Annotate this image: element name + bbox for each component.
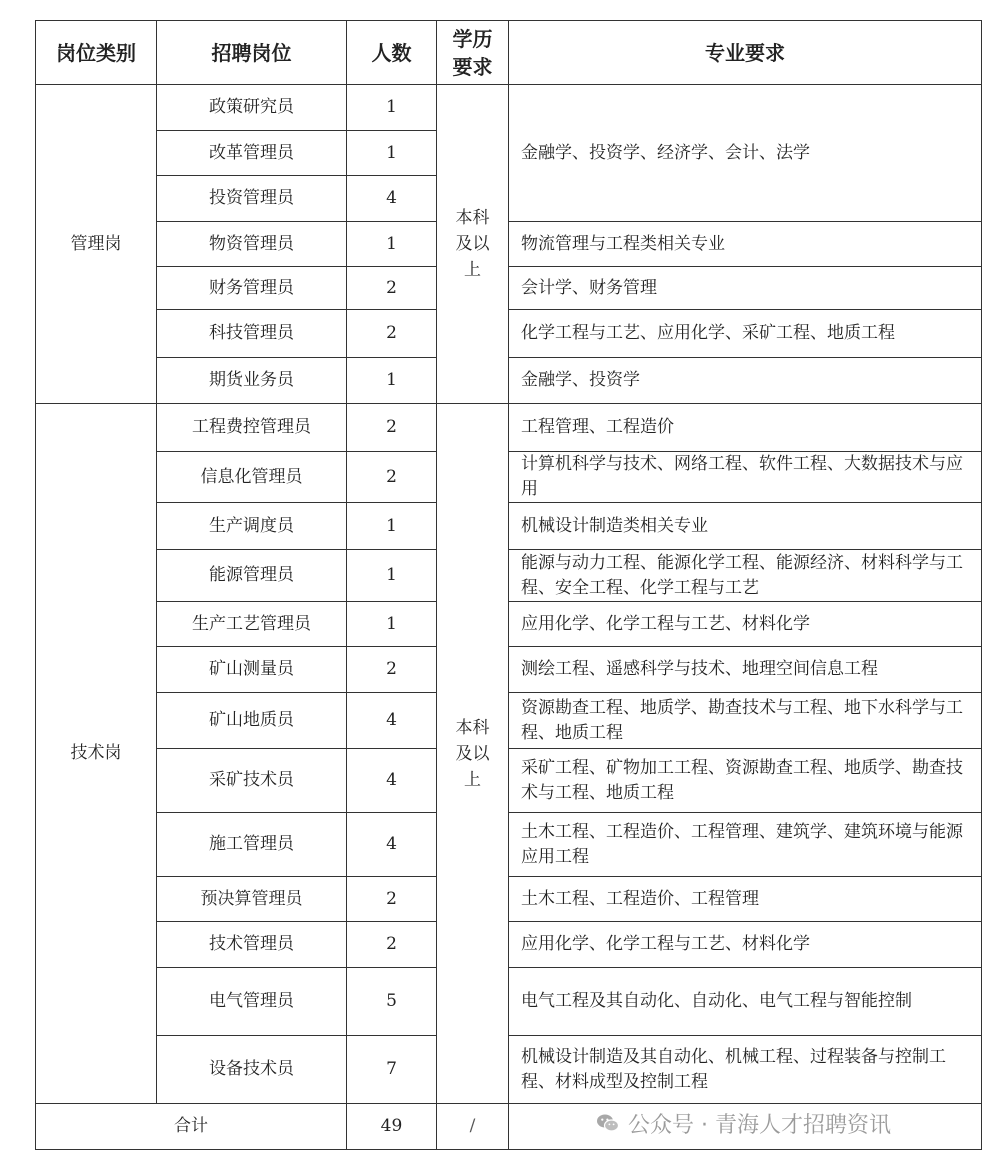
- position-cell: 财务管理员: [157, 267, 347, 310]
- count-cell: 4: [347, 749, 437, 813]
- position-cell: 科技管理员: [157, 310, 347, 358]
- position-cell: 生产调度员: [157, 503, 347, 550]
- table-row: [36, 404, 982, 452]
- count-cell: 1: [347, 602, 437, 647]
- count-cell: 1: [347, 222, 437, 267]
- watermark: [596, 1108, 891, 1138]
- count-cell: 2: [347, 404, 437, 452]
- count-cell: 7: [347, 1036, 437, 1104]
- position-cell: 预决算管理员: [157, 877, 347, 922]
- position-cell: 技术管理员: [157, 922, 347, 968]
- table-row: [36, 602, 982, 647]
- table-row: [36, 813, 982, 877]
- count-cell: 1: [347, 85, 437, 131]
- count-cell: 2: [347, 877, 437, 922]
- table-row: [36, 503, 982, 550]
- position-cell: 期货业务员: [157, 358, 347, 404]
- table-row: [36, 877, 982, 922]
- major-cell: 应用化学、化学工程与工艺、材料化学: [509, 922, 982, 968]
- major-cell: 采矿工程、矿物加工工程、资源勘查工程、地质学、勘查技术与工程、地质工程: [509, 749, 982, 813]
- position-cell: 矿山测量员: [157, 647, 347, 693]
- major-cell: 化学工程与工艺、应用化学、采矿工程、地质工程: [509, 310, 982, 358]
- count-cell: 2: [347, 310, 437, 358]
- count-cell: 1: [347, 358, 437, 404]
- position-cell: 采矿技术员: [157, 749, 347, 813]
- position-cell: 物资管理员: [157, 222, 347, 267]
- position-cell: 改革管理员: [157, 131, 347, 176]
- watermark-text: 公众号 · 青海人才招聘资讯: [628, 1112, 891, 1138]
- total-count: 49: [347, 1104, 437, 1150]
- table-row: [36, 358, 982, 404]
- count-cell: 5: [347, 968, 437, 1036]
- major-cell: 机械设计制造及其自动化、机械工程、过程装备与控制工程、材料成型及控制工程: [509, 1036, 982, 1104]
- table-row: [36, 647, 982, 693]
- position-cell: 信息化管理员: [157, 452, 347, 503]
- table-row: [36, 550, 982, 602]
- major-cell: 测绘工程、遥感科学与技术、地理空间信息工程: [509, 647, 982, 693]
- major-cell: 物流管理与工程类相关专业: [509, 222, 982, 267]
- count-cell: 4: [347, 813, 437, 877]
- recruitment-table: [35, 20, 982, 1150]
- wechat-icon: [596, 1111, 620, 1135]
- table-row: [36, 922, 982, 968]
- position-cell: 政策研究员: [157, 85, 347, 131]
- table-row: [36, 222, 982, 267]
- header-row: [36, 21, 982, 85]
- header-category: 岗位类别: [36, 21, 157, 85]
- count-cell: 1: [347, 503, 437, 550]
- category-cell: 管理岗: [36, 85, 157, 404]
- header-count: 人数: [347, 21, 437, 85]
- count-cell: 2: [347, 922, 437, 968]
- count-cell: 2: [347, 647, 437, 693]
- count-cell: 2: [347, 267, 437, 310]
- position-cell: 生产工艺管理员: [157, 602, 347, 647]
- position-cell: 设备技术员: [157, 1036, 347, 1104]
- header-education: 学历要求: [437, 21, 509, 85]
- position-cell: 工程费控管理员: [157, 404, 347, 452]
- total-education: /: [437, 1104, 509, 1150]
- count-cell: 4: [347, 176, 437, 222]
- position-cell: 能源管理员: [157, 550, 347, 602]
- major-cell: 工程管理、工程造价: [509, 404, 982, 452]
- major-cell: 机械设计制造类相关专业: [509, 503, 982, 550]
- count-cell: 4: [347, 693, 437, 749]
- major-cell: 资源勘查工程、地质学、勘查技术与工程、地下水科学与工程、地质工程: [509, 693, 982, 749]
- major-cell: 土木工程、工程造价、工程管理: [509, 877, 982, 922]
- major-cell: 金融学、投资学: [509, 358, 982, 404]
- category-cell: 技术岗: [36, 404, 157, 1104]
- major-cell: 应用化学、化学工程与工艺、材料化学: [509, 602, 982, 647]
- major-cell: 电气工程及其自动化、自动化、电气工程与智能控制: [509, 968, 982, 1036]
- total-label: 合计: [36, 1104, 347, 1150]
- education-cell: 本科及以上: [437, 404, 509, 1104]
- table-row: [36, 452, 982, 503]
- header-position: 招聘岗位: [157, 21, 347, 85]
- major-cell: 金融学、投资学、经济学、会计、法学: [509, 85, 982, 222]
- count-cell: 2: [347, 452, 437, 503]
- position-cell: 矿山地质员: [157, 693, 347, 749]
- table-row: [36, 267, 982, 310]
- table-row: [36, 310, 982, 358]
- table-row: [36, 749, 982, 813]
- position-cell: 投资管理员: [157, 176, 347, 222]
- major-cell: 计算机科学与技术、网络工程、软件工程、大数据技术与应用: [509, 452, 982, 503]
- education-cell: 本科及以上: [437, 85, 509, 404]
- count-cell: 1: [347, 550, 437, 602]
- major-cell: 土木工程、工程造价、工程管理、建筑学、建筑环境与能源应用工程: [509, 813, 982, 877]
- table-row: [36, 1036, 982, 1104]
- position-cell: 电气管理员: [157, 968, 347, 1036]
- table-row: [36, 85, 982, 131]
- table-row: [36, 968, 982, 1036]
- count-cell: 1: [347, 131, 437, 176]
- position-cell: 施工管理员: [157, 813, 347, 877]
- table-row: [36, 693, 982, 749]
- header-major: 专业要求: [509, 21, 982, 85]
- major-cell: 能源与动力工程、能源化学工程、能源经济、材料科学与工程、安全工程、化学工程与工艺: [509, 550, 982, 602]
- major-cell: 会计学、财务管理: [509, 267, 982, 310]
